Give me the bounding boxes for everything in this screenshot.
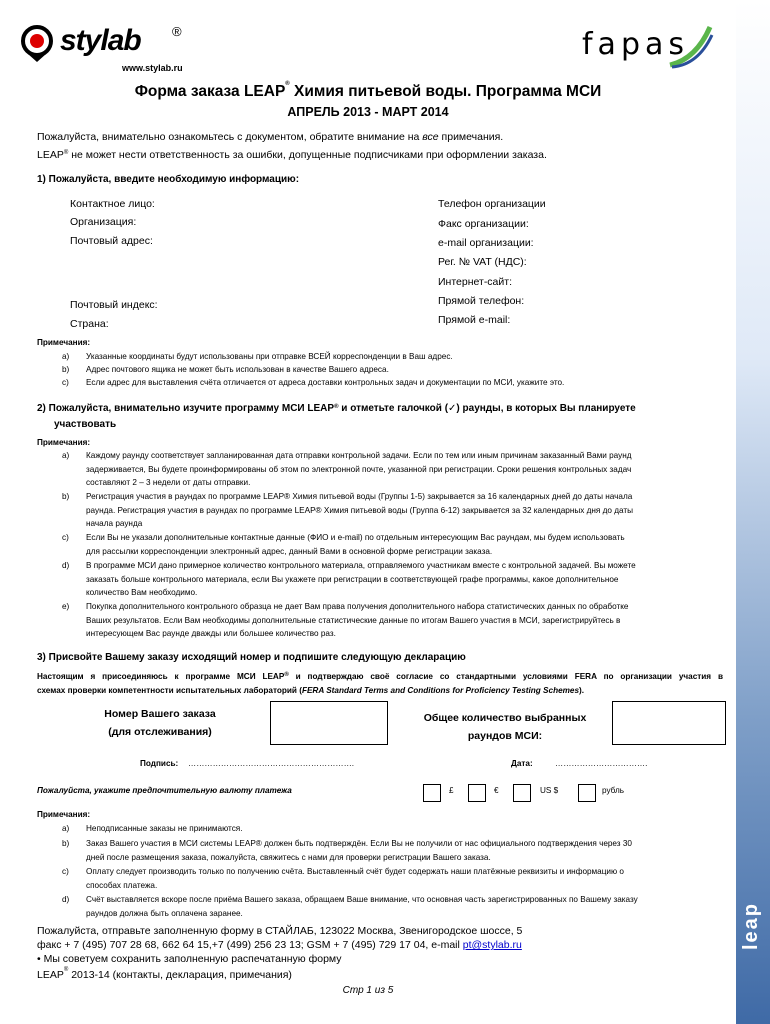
stylab-logo <box>20 22 220 77</box>
footer-document-label: LEAP® 2013-14 (контакты, декларация, примечания) <box>37 967 292 981</box>
label-org-phone: Телефон организации <box>438 198 546 210</box>
stylab-registered-mark: ® <box>172 24 182 39</box>
fapas-logo <box>580 25 720 70</box>
signature-field[interactable]: ……………………………………………………. <box>188 759 355 768</box>
label-org-email: e-mail организации: <box>438 237 534 249</box>
fapas-wordmark: fapas <box>582 27 690 62</box>
date-field[interactable]: ……………………………. <box>555 759 648 768</box>
rounds-count-field[interactable] <box>612 701 726 745</box>
label-postal-code: Почтовый индекс: <box>70 299 158 311</box>
currency-eur-checkbox[interactable] <box>468 784 486 802</box>
section2-notes-title: Примечания: <box>37 438 91 447</box>
label-organization: Организация: <box>70 216 137 228</box>
stylab-url: www.stylab.ru <box>122 63 183 73</box>
section1-heading: 1) Пожалуйста, введите необходимую информацию: <box>37 174 300 185</box>
leap-side-logo: leap <box>740 901 762 950</box>
label-org-fax: Факс организации: <box>438 218 529 230</box>
label-vat-number: Рег. № VAT (НДС): <box>438 256 527 268</box>
page-number: Стр 1 из 5 <box>342 985 394 996</box>
intro-line2: LEAP® не может нести ответственность за ошибки, допущенные подписчиками при оформлении заказа. <box>37 149 547 161</box>
footer-save-advice: • Мы советуем сохранить заполненную распечатанную форму <box>37 953 342 965</box>
label-contact-person: Контактное лицо: <box>70 198 155 210</box>
footer-contacts: факс + 7 (495) 707 28 68, 662 64 15,+7 (499) 256 23 13; GSM + 7 (495) 729 17 04, e-mail pt@stylab.ru <box>37 939 522 951</box>
section2-heading: 2) Пожалуйста, внимательно изучите программу МСИ LEAP® и отметьте галочкой (✓) раунды, в которых Вы планируете участвовать <box>37 403 636 430</box>
currency-prompt: Пожалуйста, укажите предпочтительную валюту платежа <box>37 786 292 795</box>
label-postal-address: Почтовый адрес: <box>70 235 153 247</box>
label-direct-email: Прямой e-mail: <box>438 314 511 326</box>
page-period: АПРЕЛЬ 2013 - МАРТ 2014 <box>287 105 449 119</box>
stylab-wordmark: stylab <box>60 24 141 57</box>
signature-label: Подпись: <box>140 759 179 768</box>
label-country: Страна: <box>70 318 109 330</box>
currency-eur-label: € <box>494 786 499 795</box>
currency-rub-label: рубль <box>602 786 625 795</box>
side-band <box>736 0 770 1024</box>
fapas-swoosh-icon <box>666 25 714 69</box>
section1-notes-title: Примечания: <box>37 338 91 347</box>
declaration-text: Настоящим я присоединяюсь к программе МСИ LEAP® и подтверждаю своё согласие со стандартными условиями FERA по организации участия в схемах проверки компетентности испытательных лабораторий (FERA Standard Terms and Conditions for Proficiency Testing Schemes). <box>37 672 723 695</box>
date-label: Дата: <box>511 759 533 768</box>
order-number-field[interactable] <box>270 701 388 745</box>
label-direct-phone: Прямой телефон: <box>438 295 525 307</box>
section3-heading: 3) Присвойте Вашему заказу исходящий номер и подпишите следующую декларацию <box>37 652 466 663</box>
currency-usd-checkbox[interactable] <box>513 784 531 802</box>
currency-gbp-checkbox[interactable] <box>423 784 441 802</box>
footer-email-link[interactable]: pt@stylab.ru <box>462 939 522 951</box>
label-website: Интернет-сайт: <box>438 276 512 288</box>
currency-rub-checkbox[interactable] <box>578 784 596 802</box>
rounds-count-label: Общее количество выбранных раундов МСИ: <box>423 712 587 742</box>
intro-line1: Пожалуйста, внимательно ознакомьтесь с документом, обратите внимание на все примечания. <box>37 131 504 143</box>
currency-gbp-label: £ <box>449 786 454 795</box>
order-number-label: Номер Вашего заказа (для отслеживания) <box>104 708 216 738</box>
footer-address: Пожалуйста, отправьте заполненную форму в СТАЙЛАБ, 123022 Москва, Звенигородское шоссе, 5 <box>37 925 523 937</box>
page-title: Форма заказа LEAP® Химия питьевой воды. Программа МСИ <box>134 81 602 100</box>
section3-notes-title: Примечания: <box>37 810 91 819</box>
currency-usd-label: US $ <box>540 786 559 795</box>
stylab-logo-icon <box>20 24 58 64</box>
